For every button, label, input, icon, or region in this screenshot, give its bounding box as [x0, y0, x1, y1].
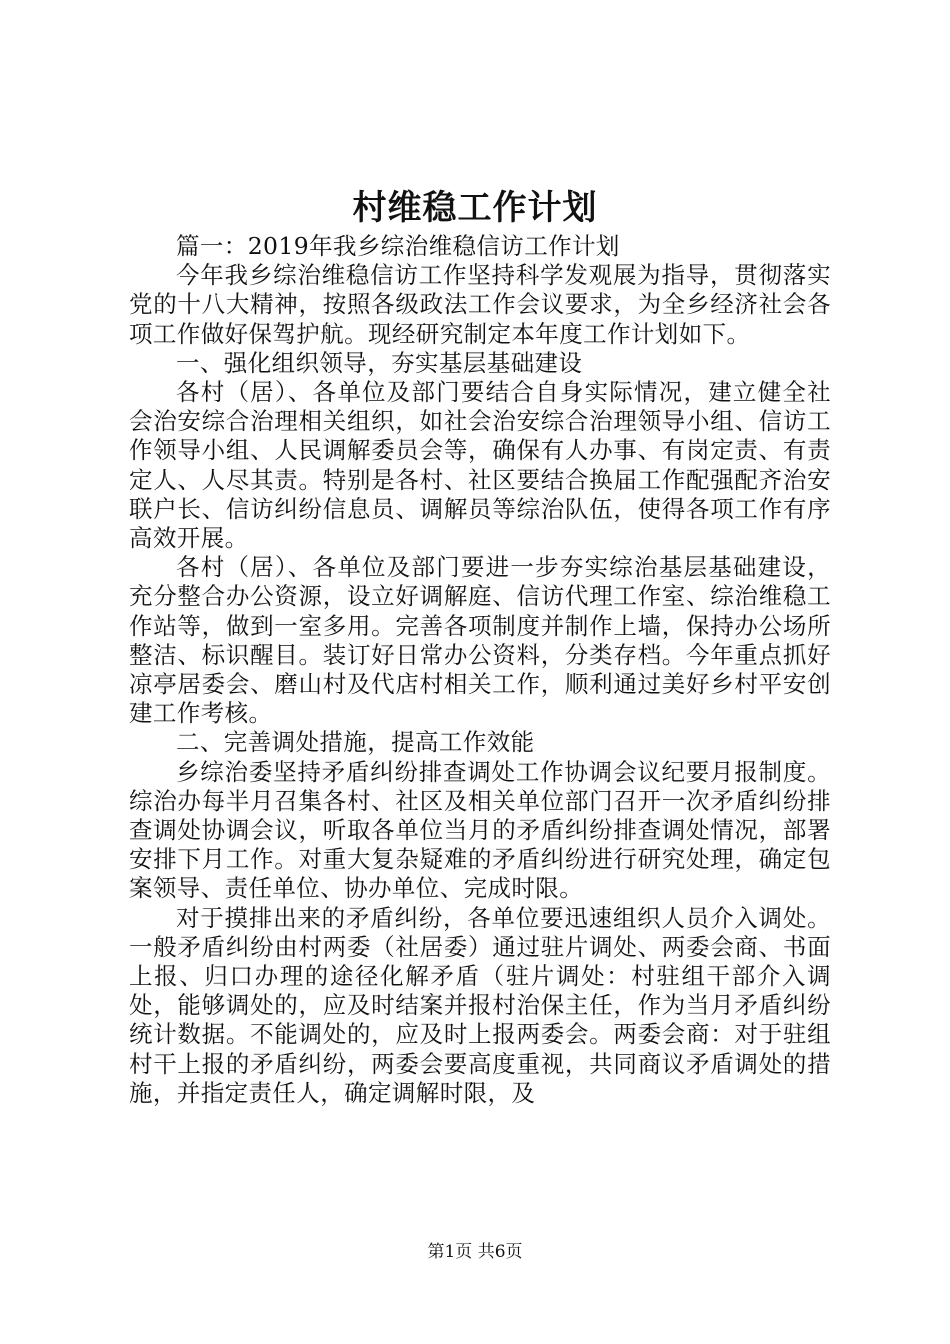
document-paragraph: 乡综治委坚持矛盾纠纷排查调处工作协调会议纪要月报制度。综治办每半月召集各村、社区及相关单位部门召开一次矛盾纠纷排查调处协调会议，听取各单位当月的矛盾纠纷排查调处情况，部署安排下月工作。对重大复杂疑难的矛盾纠纷进行研究处理，确定包案领导、责任单位、协办单位、完成时限。 [129, 757, 831, 903]
document-paragraph: 各村（居）、各单位及部门要进一步夯实综治基层基础建设，充分整合办公资源，设立好调解庭、信访代理工作室、综治维稳工作站等，做到一室多用。完善各项制度并制作上墙，保持办公场所整洁、标识醒目。装订好日常办公资料，分类存档。今年重点抓好凉亭居委会、磨山村及代店村相关工作，顺利通过美好乡村平安创建工作考核。 [129, 553, 831, 728]
document-body [129, 232, 831, 1108]
document-paragraph: 对于摸排出来的矛盾纠纷，各单位要迅速组织人员介入调处。一般矛盾纠纷由村两委（社居委）通过驻片调处、两委会商、书面上报、归口办理的途径化解矛盾（驻片调处：村驻组干部介入调处，能够调处的，应及时结案并报村治保主任，作为当月矛盾纠纷统计数据。不能调处的，应及时上报两委会。两委会商：对于驻组村干上报的矛盾纠纷，两委会要高度重视，共同商议矛盾调处的措施，并指定责任人，确定调解时限，及 [129, 903, 831, 1107]
page-number-footer: 第1页 共6页 [427, 1242, 523, 1262]
document-paragraph: 今年我乡综治维稳信访工作坚持科学发观展为指导，贯彻落实党的十八大精神，按照各级政法工作会议要求，为全乡经济社会各项工作做好保驾护航。现经研究制定本年度工作计划如下。 [129, 261, 831, 348]
document-title: 村维稳工作计划 [352, 188, 598, 228]
document-paragraph: 篇一：2019年我乡综治维稳信访工作计划 [176, 232, 620, 260]
section-heading: 二、完善调处措施，提高工作效能 [176, 728, 535, 757]
document-paragraph: 各村（居）、各单位及部门要结合自身实际情况，建立健全社会治安综合治理相关组织，如社会治安综合治理领导小组、信访工作领导小组、人民调解委员会等，确保有人办事、有岗定责、有责定人、人尽其责。特别是各村、社区要结合换届工作配强配齐治安联户长、信访纠纷信息员、调解员等综治队伍，使得各项工作有序高效开展。 [129, 378, 831, 553]
section-heading: 一、强化组织领导，夯实基层基础建设 [176, 348, 583, 377]
